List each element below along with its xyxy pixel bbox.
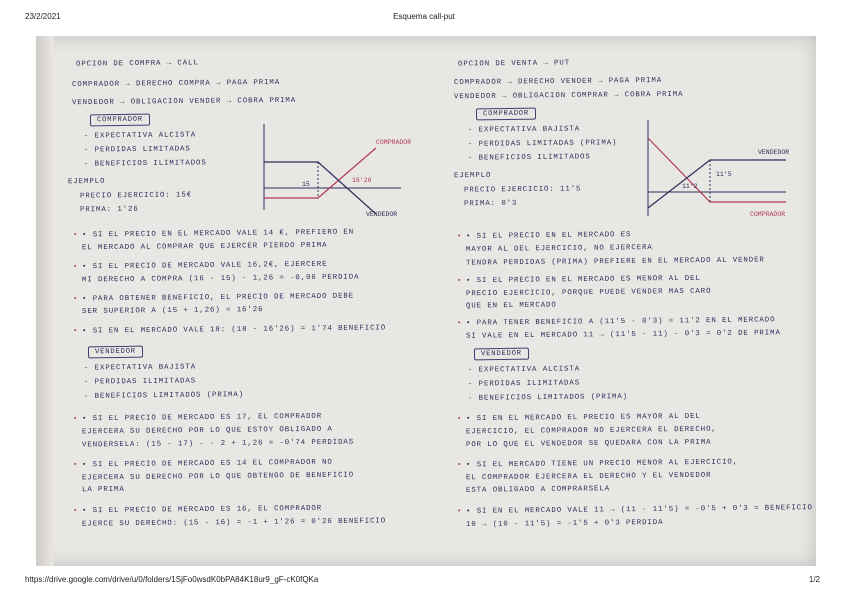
call-seller-item-1: - EXPECTATIVA BAJISTA — [83, 363, 197, 373]
put-breakeven-label: 11'2 — [682, 183, 698, 190]
notebook-photo — [36, 36, 816, 566]
put-para2-l2: PRECIO EJERCICIO, PORQUE PUEDE VENDER MAS CARO — [465, 287, 712, 299]
call-para6-l3: LA PRIMA — [81, 485, 125, 495]
put-seller-item-1: - EXPECTATIVA ALCISTA — [467, 365, 581, 375]
call-buyer-item-1: - EXPECTATIVA ALCISTA — [83, 131, 197, 141]
put-para4-l2: EJERCICIO, EL COMPRADOR NO EJERCERA EL DERECHO, — [465, 425, 717, 437]
call-para5-l2: EJERCERA SU DERECHO POR LO QUE ESTOY OBLIGADO A — [81, 425, 333, 437]
call-buyer-box: COMPRADOR — [90, 114, 150, 127]
call-payoff-chart — [256, 118, 436, 218]
put-strike-label: 11'5 — [716, 171, 732, 178]
put-para1-l1: • • SI EL PRECIO EN EL MERCADO ES — [466, 231, 631, 241]
call-buyer-item-2: - PERDIDAS LIMITADAS — [83, 145, 191, 155]
call-para7-l2: EJERCE SU DERECHO: (15 - 16) = -1 + 1'26 = 0'26 BENEFICIO — [81, 517, 387, 529]
call-para5-l1: • • SI EL PRECIO DE MERCADO ES 17, EL COMPRADOR — [82, 413, 322, 424]
put-para2-l1: • • SI EL PRECIO EN EL MERCADO ES MENOR AL DEL — [466, 275, 701, 285]
print-header — [0, 12, 848, 26]
put-seller-line: VENDEDOR → OBLIGACION COMPRAR → COBRA PRIMA — [453, 90, 684, 102]
put-para6-l2: 10 → (10 - 11'5) = -1'5 + 0'3 PERDIDA — [465, 518, 664, 530]
call-para6-l1: • • SI EL PRECIO DE MERCADO ES 14 EL COMPRADOR NO — [82, 459, 333, 470]
call-example-title: EJEMPLO — [67, 177, 106, 187]
print-title: Esquema call-put — [393, 12, 455, 21]
put-para5-l2: EL COMPRADOR EJERCERA EL DERECHO Y EL VENDEDOR — [465, 471, 712, 483]
put-example-title: EJEMPLO — [453, 171, 492, 181]
put-para6-l1: • • SI EN EL MERCADO VALE 11 → (11 - 11'5) = -0'5 + 0'3 = BENEFICIO — [466, 504, 813, 516]
print-page-number: 1/2 — [808, 575, 820, 584]
call-heading: OPCION DE COMPRA → CALL — [75, 59, 199, 69]
call-para3-l1: • • PARA OBTENER BENEFICIO, EL PRECIO DE MERCADO DEBE — [82, 293, 354, 304]
call-buyer-payoff-line — [264, 148, 376, 198]
call-para7-l1: • • SI EL PRECIO DE MERCADO ES 16, EL COMPRADOR — [82, 505, 322, 516]
call-para2-l2: MI DERECHO A COMPRA (16 - 15) - 1,26 = -0,06 PERDIDA — [81, 273, 360, 285]
print-footer — [0, 575, 848, 589]
call-para3-l2: SER SUPERIOR A (15 + 1,26) = 16'26 — [81, 306, 264, 316]
call-buyer-line: COMPRADOR → DERECHO COMPRA → PAGA PRIMA — [71, 78, 281, 90]
put-buyer-item-3: - BENEFICIOS ILIMITADOS — [467, 153, 591, 163]
put-heading: OPCION DE VENTA → PUT — [457, 59, 571, 69]
call-buyer-item-3: - BENEFICIOS ILIMITADOS — [83, 159, 207, 169]
call-seller-item-2: - PERDIDAS ILIMITADAS — [83, 377, 197, 387]
put-para3-l1: • • PARA TENER BENEFICIO A (11'5 - 0'3) = 11'2 EN EL MERCADO — [466, 316, 776, 327]
put-para2-l3: QUE EN EL MERCADO — [465, 301, 557, 311]
call-para6-l2: EJERCERA SU DERECHO POR LO QUE OBTENGO DE BENEFICIO — [81, 471, 355, 483]
put-para3-l2: SI VALE EN EL MERCADO 11 → (11'5 - 11) - 0'3 = 0'2 DE PRIMA — [465, 329, 781, 341]
call-seller-line: VENDEDOR → OBLIGACION VENDER → COBRA PRIMA — [71, 96, 297, 108]
put-seller-item-2: - PERDIDAS ILIMITADAS — [467, 379, 581, 389]
call-seller-item-3: - BENEFICIOS LIMITADOS (PRIMA) — [83, 391, 245, 401]
call-para2-l1: • • SI EL PRECIO DE MERCADO VALE 16,2€, EJERCERE — [82, 261, 327, 272]
put-buyer-item-1: - EXPECTATIVA BAJISTA — [467, 125, 581, 135]
put-para1-l2: MAYOR AL DEL EJERCICIO, NO EJERCERA — [465, 244, 653, 254]
put-para5-l1: • • SI EL MERCADO TIENE UN PRECIO MENOR AL EJERCICIO, — [466, 459, 738, 470]
call-breakeven-label: 16'26 — [352, 177, 372, 184]
put-seller-box: VENDEDOR — [474, 348, 529, 361]
put-buyer-line: COMPRADOR → DERECHO VENDER → PAGA PRIMA — [453, 76, 663, 88]
call-buyer-label: COMPRADOR — [376, 139, 412, 146]
put-seller-payoff-line — [648, 160, 786, 208]
call-seller-label: VENDEDOR — [366, 211, 398, 218]
call-strike-label: 15 — [302, 181, 310, 188]
call-para1-l1: • • SI EL PRECIO EN EL MERCADO VALE 14 €, PREFIERO EN — [82, 229, 354, 240]
print-date: 23/2/2021 — [25, 12, 61, 21]
put-para1-l3: TENDRA PERDIDAS (PRIMA) PREFIERE EN EL MERCADO AL VENDER — [465, 256, 765, 268]
put-payoff-chart — [638, 112, 814, 222]
put-para5-l3: ESTA OBLIGADO A COMPRARSELA — [465, 485, 611, 495]
put-buyer-box: COMPRADOR — [476, 108, 536, 121]
put-example-strike: PRECIO EJERCICIO: 11'5 — [463, 185, 582, 195]
call-seller-box: VENDEDOR — [88, 346, 143, 359]
put-para4-l3: POR LO QUE EL VENDEDOR SE QUEDARA CON LA PRIMA — [465, 438, 712, 450]
print-url[interactable]: https://drive.google.com/drive/u/0/folders/1SjFo0wsdK0bPA84K18ur9_gF-cK0fQKa — [25, 575, 319, 584]
put-seller-label: VENDEDOR — [758, 149, 790, 156]
put-seller-item-3: - BENEFICIOS LIMITADOS (PRIMA) — [467, 393, 629, 403]
call-para1-l2: EL MERCADO AL COMPRAR QUE EJERCER PIERDO PRIMA — [81, 241, 328, 253]
call-example-strike: PRECIO EJERCICIO: 15€ — [79, 191, 193, 201]
put-buyer-item-2: - PERDIDAS LIMITADAS (PRIMA) — [467, 139, 618, 149]
call-para4-l1: • • SI EN EL MERCADO VALE 18: (18 - 16'26) = 1'74 BENEFICIO — [82, 324, 386, 335]
put-example-premium: PRIMA: 0'3 — [463, 199, 518, 209]
call-para5-l3: VENDERSELA: (15 - 17) - - 2 + 1,26 = -0'74 PERDIDAS — [81, 438, 355, 450]
put-buyer-label: COMPRADOR — [750, 211, 786, 218]
put-para4-l1: • • SI EN EL MERCADO EL PRECIO ES MAYOR AL DEL — [466, 413, 701, 423]
call-example-premium: PRIMA: 1'26 — [79, 205, 139, 215]
